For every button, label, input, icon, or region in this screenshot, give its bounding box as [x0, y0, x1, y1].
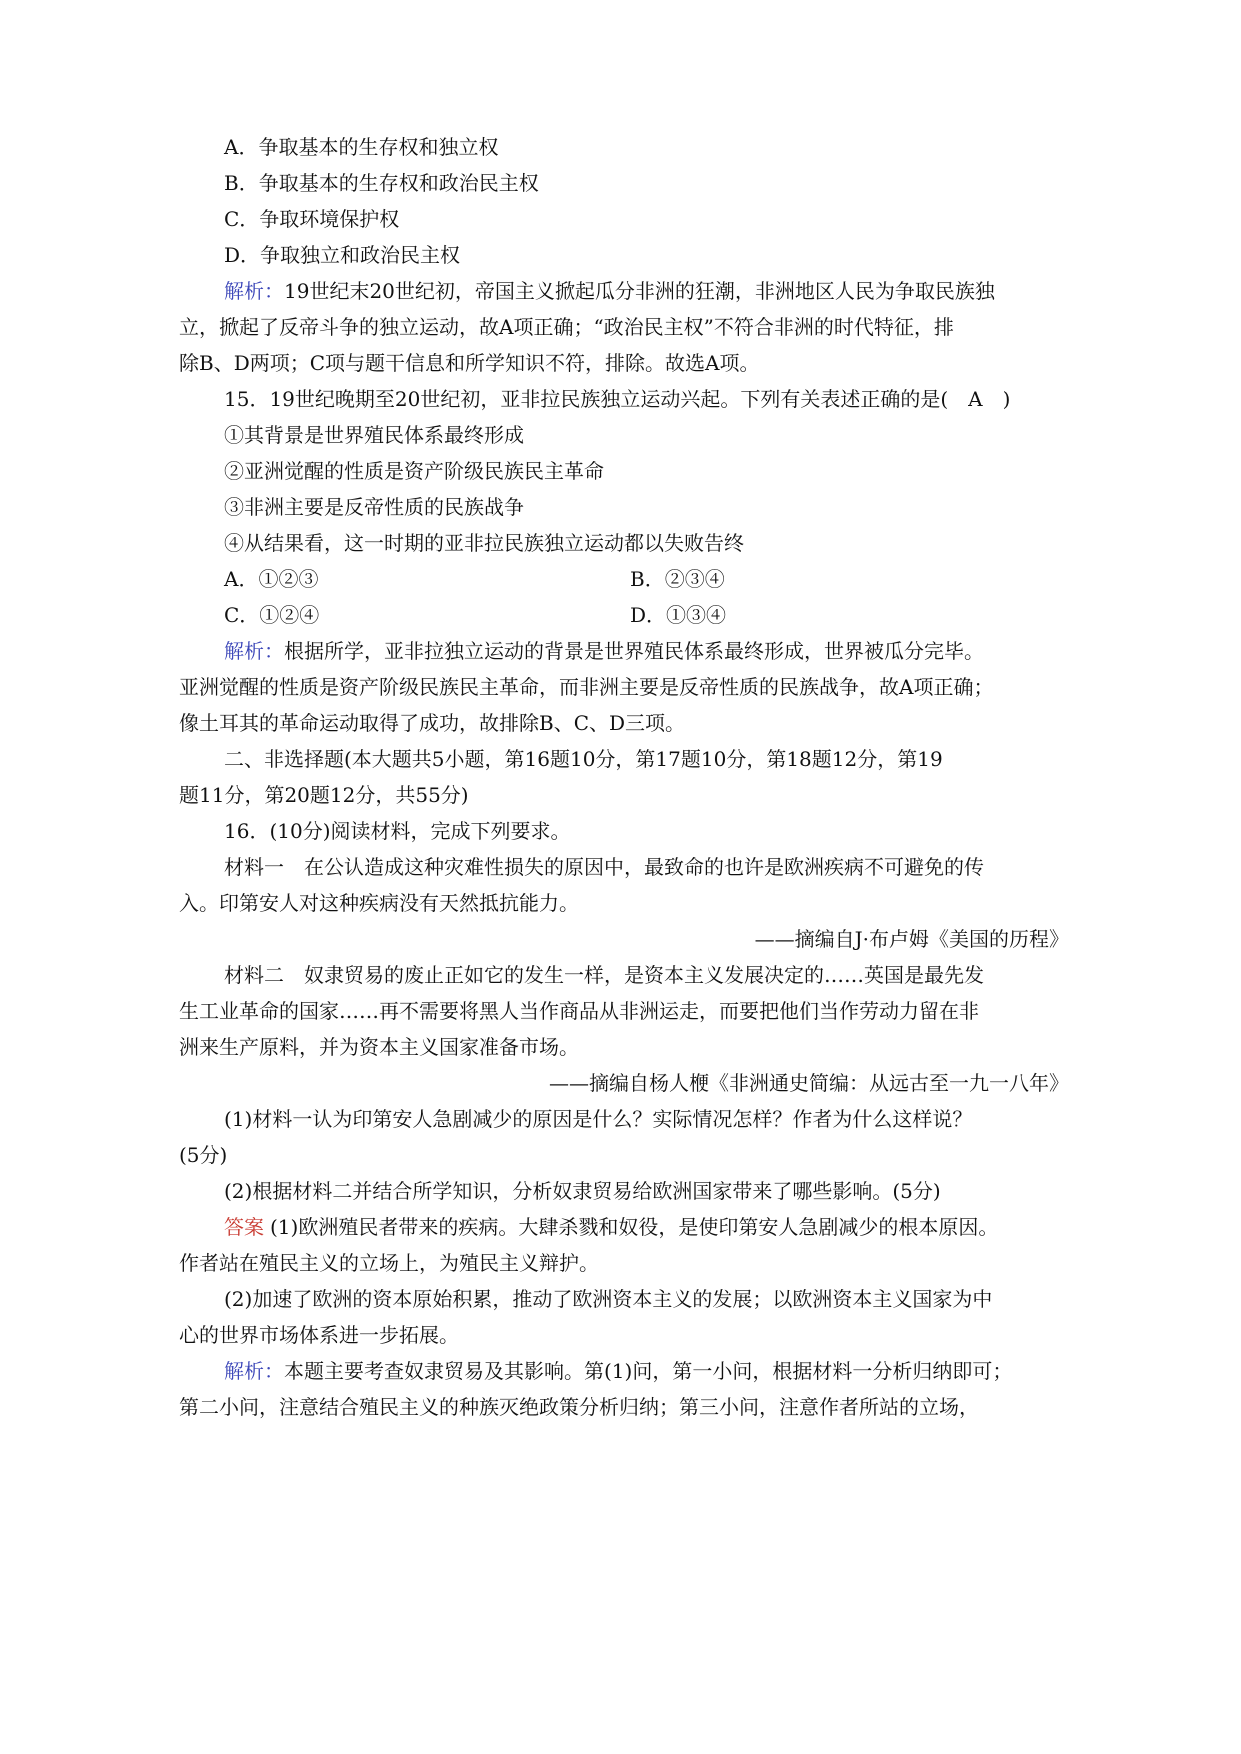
- analysis-label: 解析：: [224, 639, 284, 663]
- q14-analysis-line: 除B、D两项；C项与题干信息和所学知识不符，排除。故选A项。: [179, 351, 760, 375]
- q15-analysis-line: 亚洲觉醒的性质是资产阶级民族民主革命，而非洲主要是反帝性质的民族战争，故A项正确；: [179, 675, 994, 699]
- q15-statement: ④从结果看，这一时期的亚非拉民族独立运动都以失败告终: [224, 531, 744, 555]
- answer-line: 作者站在殖民主义的立场上，为殖民主义辩护。: [179, 1251, 599, 1275]
- q15-statement: ③非洲主要是反帝性质的民族战争: [224, 495, 524, 519]
- q15-options-row: [224, 601, 1114, 629]
- material-two-source: ——摘编自杨人楩《非洲通史简编：从远古至一九一八年》: [549, 1071, 1069, 1095]
- q16-stem: 16．(10分)阅读材料，完成下列要求。: [224, 819, 571, 843]
- q15-stem: 15．19世纪晚期至20世纪初，亚非拉民族独立运动兴起。下列有关表述正确的是( A ): [224, 387, 1011, 411]
- material-two: 生工业革命的国家……再不需要将黑人当作商品从非洲运走，而要把他们当作劳动力留在非: [179, 999, 979, 1023]
- material-one: 材料一 在公认造成这种灾难性损失的原因中，最致命的也许是欧洲疾病不可避免的传: [224, 855, 984, 879]
- answer-label: 答案: [224, 1215, 264, 1239]
- material-one: 入。印第安人对这种疾病没有天然抵抗能力。: [179, 891, 579, 915]
- answer-line: (2)加速了欧洲的资本原始积累，推动了欧洲资本主义的发展；以欧洲资本主义国家为中: [224, 1287, 993, 1311]
- q15-statement: ①其背景是世界殖民体系最终形成: [224, 423, 524, 447]
- material-one-source: ——摘编自J·布卢姆《美国的历程》: [754, 927, 1069, 951]
- q14-option-b: B．争取基本的生存权和政治民主权: [224, 171, 539, 195]
- analysis-label: 解析：: [224, 279, 284, 303]
- q15-analysis-line: 像土耳其的革命运动取得了成功，故排除B、C、D三项。: [179, 711, 686, 735]
- question-part-1: (1)材料一认为印第安人急剧减少的原因是什么？实际情况怎样？作者为什么这样说？: [224, 1107, 973, 1131]
- material-two: 材料二 奴隶贸易的废止正如它的发生一样，是资本主义发展决定的……英国是最先发: [224, 963, 984, 987]
- section-heading: 题11分，第20题12分，共55分): [179, 783, 469, 807]
- question-part-2: (2)根据材料二并结合所学知识，分析奴隶贸易给欧洲国家带来了哪些影响。(5分): [224, 1179, 941, 1203]
- question-part-1: (5分): [179, 1143, 228, 1167]
- q15-options-row: [224, 565, 1114, 593]
- answer-line: 答案 (1)欧洲殖民者带来的疾病。大肆杀戮和奴役，是使印第安人急剧减少的根本原因。: [224, 1215, 999, 1239]
- q14-analysis-line: 解析：19世纪末20世纪初，帝国主义掀起瓜分非洲的狂潮，非洲地区人民为争取民族独: [224, 279, 995, 303]
- q16-analysis-line: 第二小问，注意结合殖民主义的种族灭绝政策分析归纳；第三小问，注意作者所站的立场，: [179, 1395, 979, 1419]
- q14-option-a: A．争取基本的生存权和独立权: [224, 135, 499, 159]
- q14-option-c: C．争取环境保护权: [224, 207, 400, 231]
- analysis-label: 解析：: [224, 1359, 284, 1383]
- q15-statement: ②亚洲觉醒的性质是资产阶级民族民主革命: [224, 459, 604, 483]
- q15-analysis-line: 解析：根据所学，亚非拉独立运动的背景是世界殖民体系最终形成，世界被瓜分完毕。: [224, 639, 984, 663]
- answer-line: 心的世界市场体系进一步拓展。: [179, 1323, 459, 1347]
- q15-option-d: D．①③④: [630, 603, 727, 627]
- q16-analysis-line: 解析：本题主要考查奴隶贸易及其影响。第(1)问，第一小问，根据材料一分析归纳即可；: [224, 1359, 1013, 1383]
- q15-option-a: A．①②③: [224, 567, 319, 591]
- material-two: 洲来生产原料，并为资本主义国家准备市场。: [179, 1035, 579, 1059]
- section-heading: 二、非选择题(本大题共5小题，第16题10分，第17题10分，第18题12分，第19: [224, 747, 943, 771]
- q14-analysis-line: 立，掀起了反帝斗争的独立运动，故A项正确；“政治民主权”不符合非洲的时代特征，排: [179, 315, 954, 339]
- q14-option-d: D．争取独立和政治民主权: [224, 243, 461, 267]
- q15-option-c: C．①②④: [224, 603, 320, 627]
- q15-option-b: B．②③④: [630, 567, 725, 591]
